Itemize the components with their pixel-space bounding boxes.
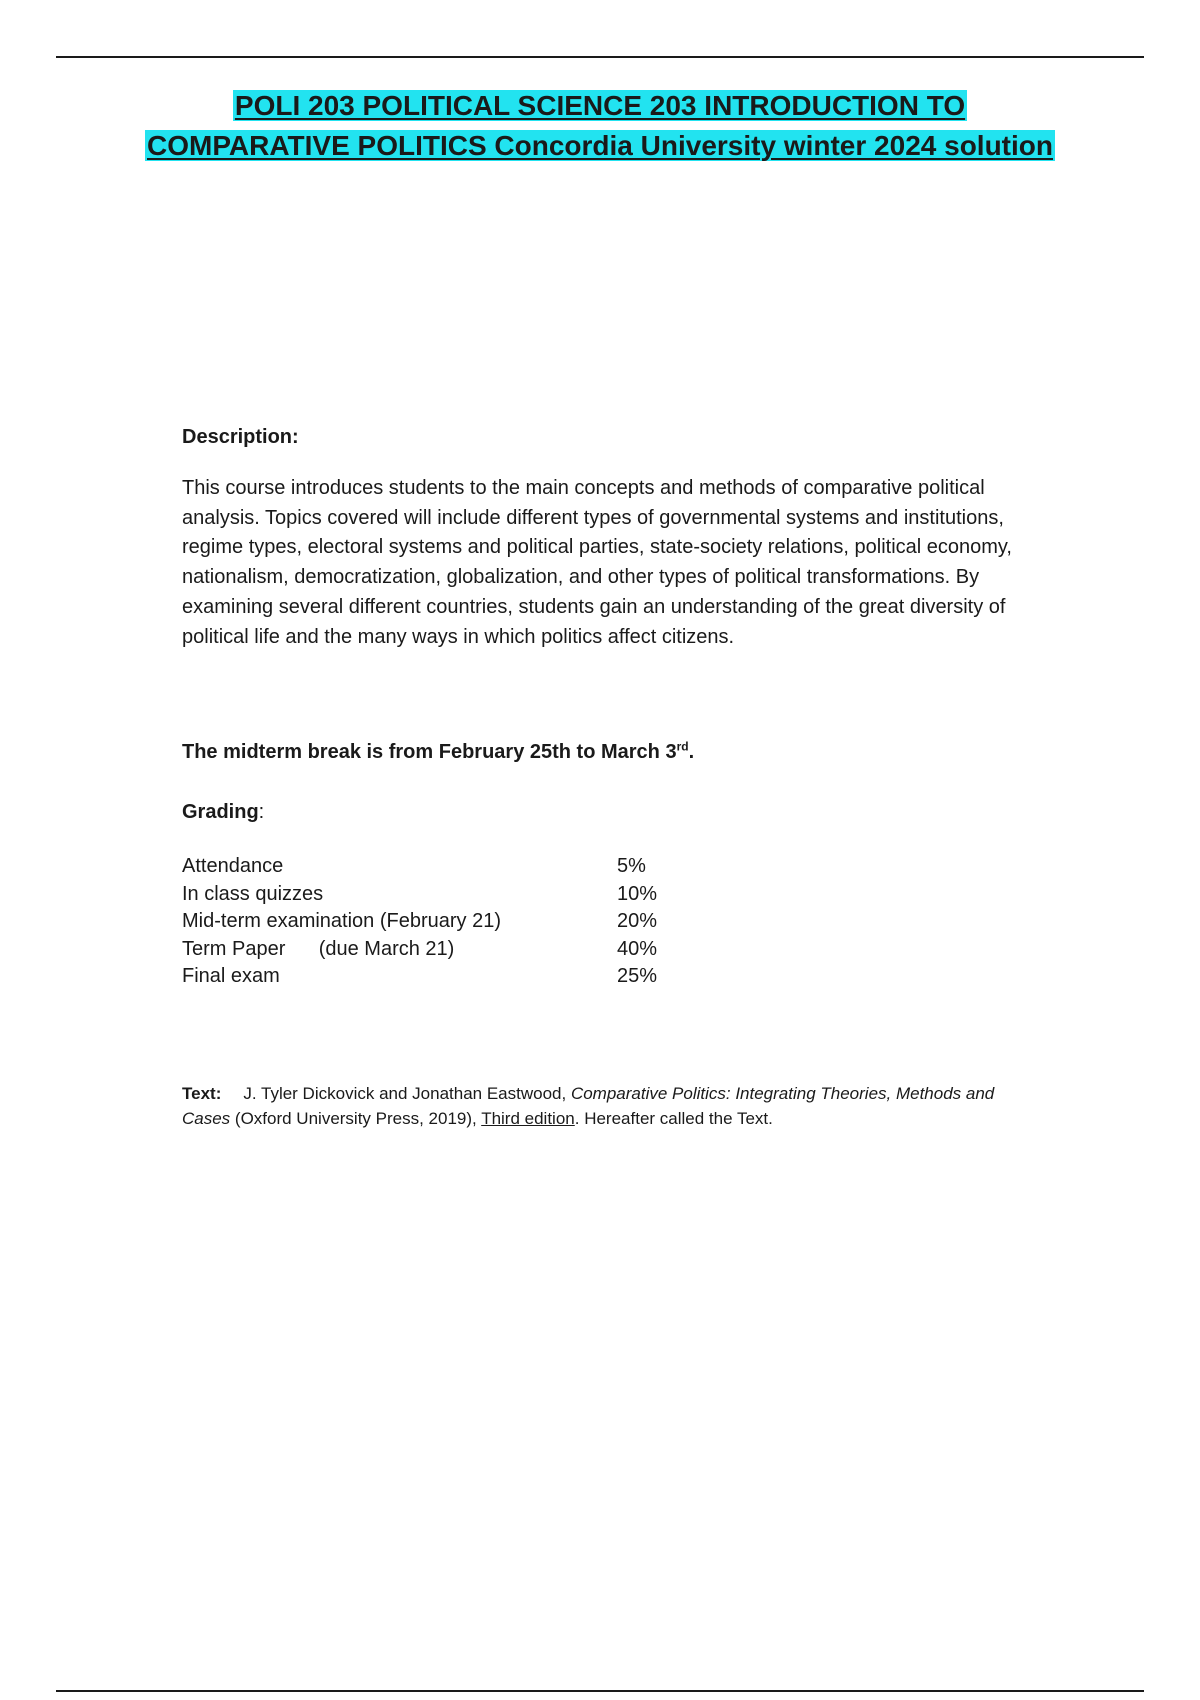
grading-weight: 25%	[617, 965, 658, 987]
text-suffix: . Hereafter called the Text.	[574, 1108, 773, 1128]
grading-weight: 40%	[617, 937, 658, 960]
grading-heading	[182, 798, 1062, 826]
grading-item: Mid-term examination (February 21)	[182, 910, 501, 932]
grading-heading-colon: :	[258, 801, 265, 823]
description-body: This course introduces students to the main concepts and methods of comparative political analysis. Topics covered will include different types of governmental systems and institutions, regime types, electoral systems and political parties, state-society relations, political economy, nationalism, democratization, globalization, and other types of political transformations. By examining several different countries, students gain an understanding of the great diversity of political life and the many ways in which politics affect citizens.	[182, 477, 1012, 648]
title-line-1: POLI 203 POLITICAL SCIENCE 203 INTRODUCTION TO	[234, 90, 966, 121]
midterm-period: .	[688, 741, 695, 763]
midterm-break-notice	[182, 738, 1062, 766]
grading-item: Term Paper (due March 21)	[182, 937, 455, 960]
top-rule	[56, 56, 1144, 58]
grading-weight: 10%	[617, 882, 658, 905]
grading-row	[182, 881, 1062, 909]
grading-item: In class quizzes	[182, 882, 324, 905]
grading-row	[182, 908, 1062, 936]
midterm-superscript: rd	[676, 739, 689, 754]
midterm-text: The midterm break is from February 25th to March 3	[182, 741, 677, 763]
document-title	[0, 86, 1200, 166]
text-edition: Third edition	[481, 1108, 575, 1128]
text-label: Text:	[182, 1084, 222, 1103]
title-line-2: COMPARATIVE POLITICS Concordia University winter 2024 solution	[147, 130, 1053, 161]
grading-heading-label: Grading	[182, 801, 259, 823]
grading-item: Attendance	[182, 855, 284, 877]
text-book-title: Comparative Politics: Integrating Theories, Methods and Cases	[182, 1084, 995, 1128]
bottom-rule	[56, 1690, 1144, 1692]
textbook-reference	[182, 1082, 1002, 1131]
grading-row	[182, 963, 1062, 991]
text-authors: J. Tyler Dickovick and Jonathan Eastwood,	[243, 1084, 571, 1103]
grading-table	[182, 853, 1062, 991]
grading-weight: 20%	[617, 910, 658, 932]
grading-row	[182, 936, 1062, 964]
grading-weight: 5%	[617, 855, 646, 877]
text-publisher: (Oxford University Press, 2019),	[230, 1108, 482, 1128]
grading-item: Final exam	[182, 965, 280, 987]
grading-row	[182, 853, 1062, 881]
description-heading: Description:	[182, 426, 299, 448]
